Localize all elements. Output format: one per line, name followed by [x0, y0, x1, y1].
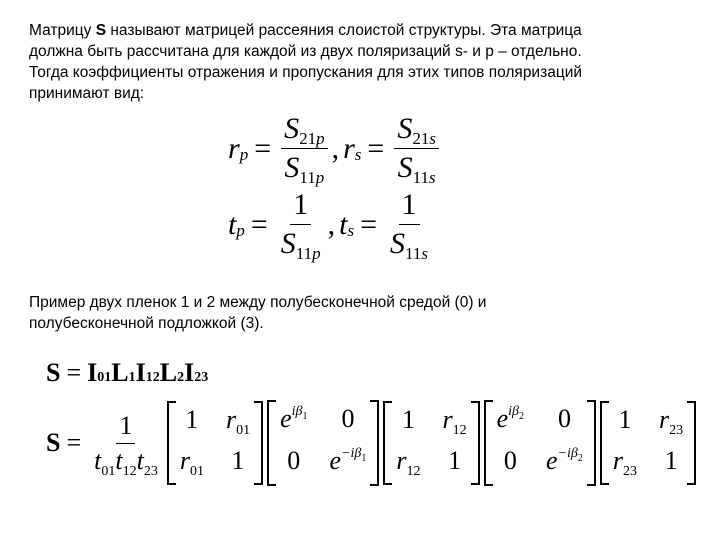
- interface-matrix-23: 1 $r_{23}$ $r_{23}$ 1: [600, 401, 696, 485]
- intro-paragraph: [29, 20, 709, 104]
- example-line-1: Пример двух пленок 1 и 2 между полубесконечной средой (0) и: [29, 294, 487, 311]
- interface-matrix-12: 1 $r_{12}$ $r_{12}$ 1: [383, 401, 479, 485]
- example-line-2: полубесконечной подложкой (3).: [29, 315, 264, 332]
- layer-matrix-2: $e^{i\beta 2}$ 0 0 $e^{-i\beta 2}$: [484, 400, 596, 486]
- expanded-scattering-matrix: S = $\frac{1}{t_{01}t_{12}t_{23}}$ 1 $r_{01}$ $r_{01}$ 1 $e^{i\beta 1}$ 0 0 $e^{-i\beta 1}$ 1 $r_{12}$ $r_{12}$ 1 $e^{i\beta 2}$ 0 0 $e^{-i\beta 2}$ 1 $r_{23}$ $r_{23}$ 1: [46, 400, 698, 486]
- intro-line-1: Матрицу S называют матрицей рассеяния слоистой структуры. Эта матрица: [29, 22, 582, 39]
- layer-matrix-1: $e^{i\beta 1}$ 0 0 $e^{-i\beta 1}$: [267, 400, 379, 486]
- interface-matrix-01: 1 $r_{01}$ $r_{01}$ 1: [167, 401, 263, 485]
- transmission-coefficients-equation: t p = $\frac{1}{S_{11p}}$ , t s = $\frac{1}{S_{11s}}$: [228, 188, 429, 263]
- example-paragraph: [29, 292, 669, 334]
- intro-line-2: должна быть рассчитана для каждой из двух поляризаций s- и p – отдельно.: [29, 43, 582, 60]
- intro-line-3: Тогда коэффициенты отражения и пропускания для этих типов поляризаций: [29, 64, 583, 81]
- reflection-coefficients-equation: r p = $\frac{S_{21p}}{S_{11p}}$ , r s = $\frac{S_{21s}}{S_{11s}}$: [228, 112, 443, 185]
- intro-line-4: принимают вид:: [29, 85, 145, 102]
- scattering-matrix-product: S = I 01 L 1 I 12 L 2 I 23: [46, 358, 209, 387]
